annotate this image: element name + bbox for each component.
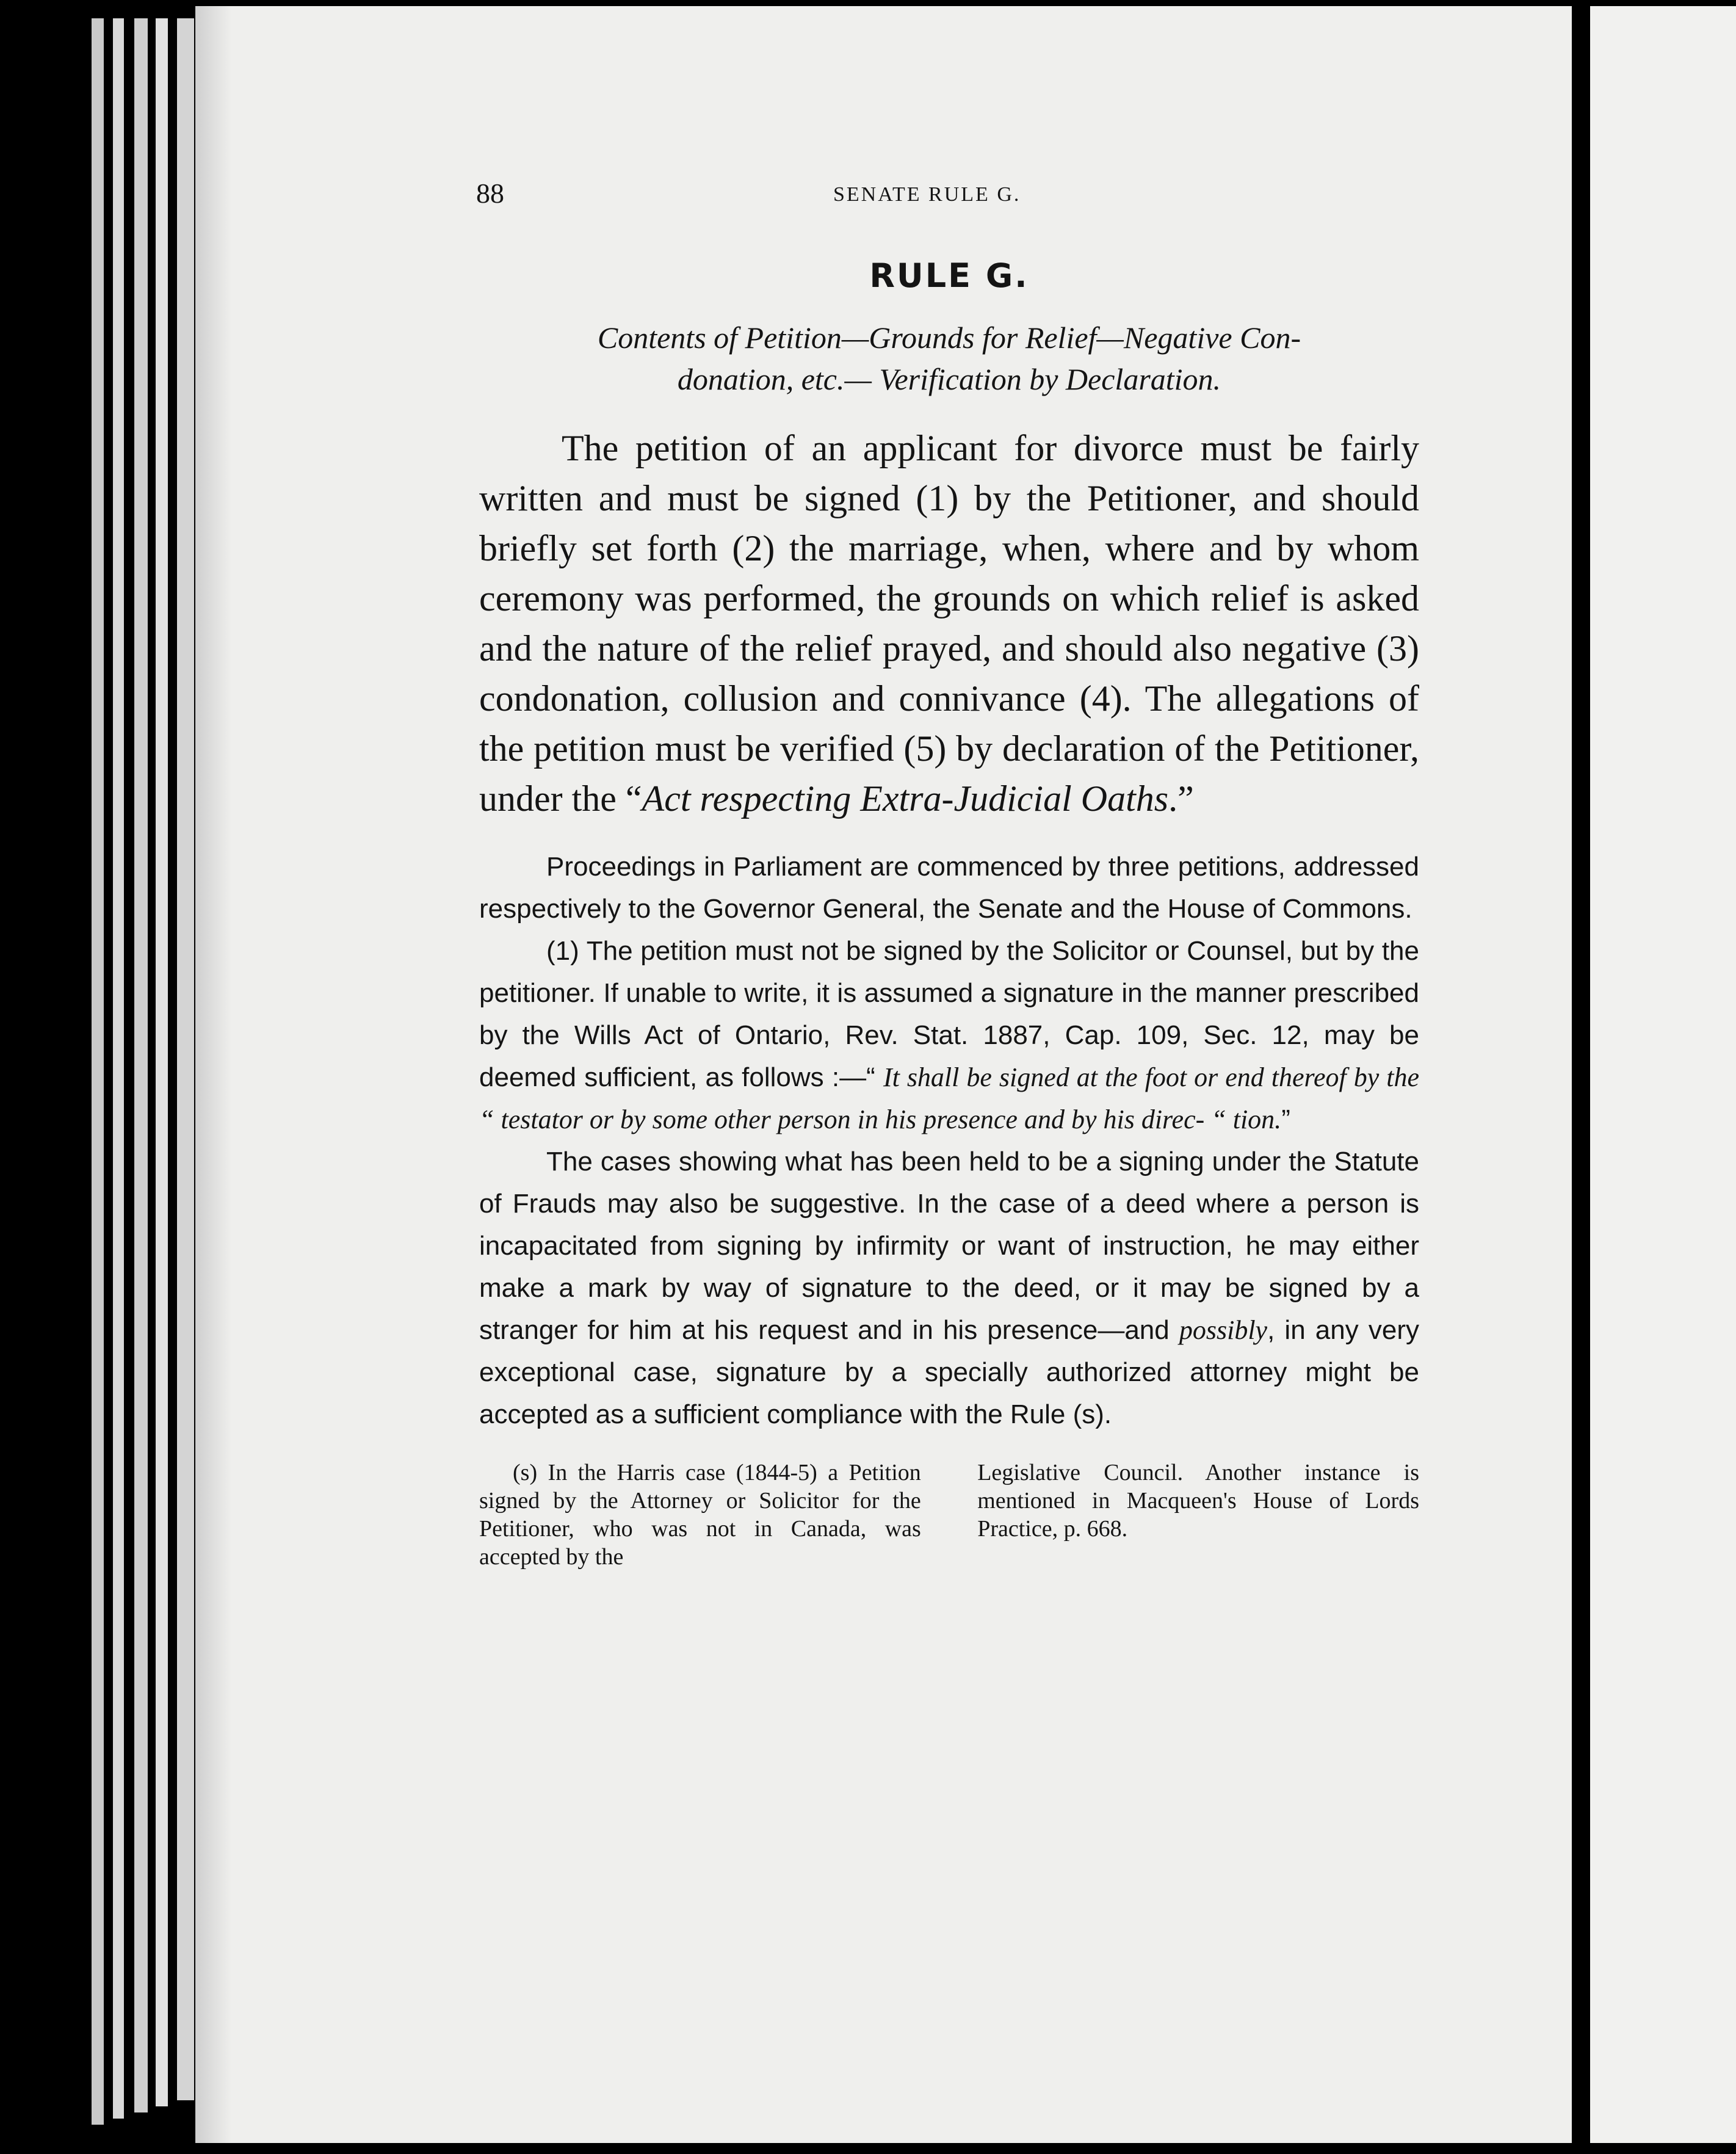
commentary-text: , in any very exceptional case, signature by a specially authorized attorney might be accepted as a sufficient compliance with the Rule (s). bbox=[479, 1315, 1419, 1429]
page-content bbox=[476, 171, 1419, 1571]
commentary-paragraph: Proceedings in Parliament are commenced by three petitions, addressed respectively to the Governor General, the Senate and the House of Commons. bbox=[479, 852, 1419, 924]
book-gutter bbox=[1572, 0, 1590, 2154]
rule-subtitle bbox=[479, 317, 1419, 400]
page-edge bbox=[134, 18, 148, 2112]
rule-subtitle-line-1: Contents of Petition—Grounds for Relief—Negative Con- bbox=[597, 321, 1301, 355]
rule-heading: RULE G. bbox=[869, 256, 1029, 295]
page-edge bbox=[113, 18, 124, 2119]
commentary-text: (1) The petition must not be signed by the Solicitor or Counsel, but by the petitioner. If unable to write, it is assumed a signature in the manner prescribed by the Wills Act of Ontario, Rev. Stat. 1887, Cap. 109, Sec. 12, may be deemed sufficient, as follows :—“ bbox=[479, 936, 1419, 1092]
commentary-emphasis: possibly bbox=[1179, 1315, 1268, 1345]
page-edge bbox=[177, 18, 194, 2100]
rule-subtitle-line-2: donation, etc.— Verification by Declaration. bbox=[677, 362, 1221, 396]
footnote-column-right: Legislative Council. Another instance is mentioned in Macqueen's House of Lords Practice, p. 668. bbox=[977, 1460, 1419, 1542]
book-page-edges bbox=[0, 0, 208, 2154]
facing-page bbox=[1590, 6, 1736, 2143]
commentary-text: The cases showing what has been held to be a signing under the Statute of Frauds may also be suggestive. In the case of a deed where a person is incapacitated from signing by infirmity or want of instruction, he may either make a mark by way of signature to the deed, or it may be signed by a stranger for him at his request and in his presence—and bbox=[479, 1147, 1419, 1345]
footnote-column-left: (s) In the Harris case (1844-5) a Petition signed by the Attorney or Solicitor for the Petitioner, who was not in Canada, was accepted by the bbox=[479, 1460, 921, 1570]
commentary-quote: It shall be signed at the foot or end thereof by the “ testator or by some other person in his presence and by his direc- “ tion. bbox=[479, 1062, 1419, 1134]
running-title: SENATE RULE G. bbox=[833, 183, 1021, 206]
footnotes bbox=[479, 1459, 1419, 1571]
page-edge bbox=[156, 18, 168, 2106]
rule-text-act-title: Act respecting Extra-Judicial Oaths bbox=[642, 778, 1169, 819]
rule-text bbox=[479, 423, 1419, 824]
rule-text-main: The petition of an applicant for divorce must be fairly written and must be signed (1) by the Petitioner, and should briefly set forth (2) the marriage, when, where and by whom ceremony was performed, the grounds on which relief is asked and the nature of the relief prayed, and should also negative (3) condonation, collusion and connivance (4). The allegations of the petition must be verified (5) by declaration of the Petitioner, under the “ bbox=[479, 428, 1419, 819]
page-edge bbox=[92, 18, 104, 2125]
page-number: 88 bbox=[476, 178, 504, 209]
commentary-text: ” bbox=[1281, 1104, 1290, 1134]
running-head bbox=[476, 171, 1419, 220]
commentary bbox=[479, 846, 1419, 1435]
commentary-paragraph bbox=[479, 1140, 1419, 1435]
rule-text-end: .” bbox=[1168, 778, 1194, 819]
commentary-paragraph bbox=[479, 930, 1419, 1140]
